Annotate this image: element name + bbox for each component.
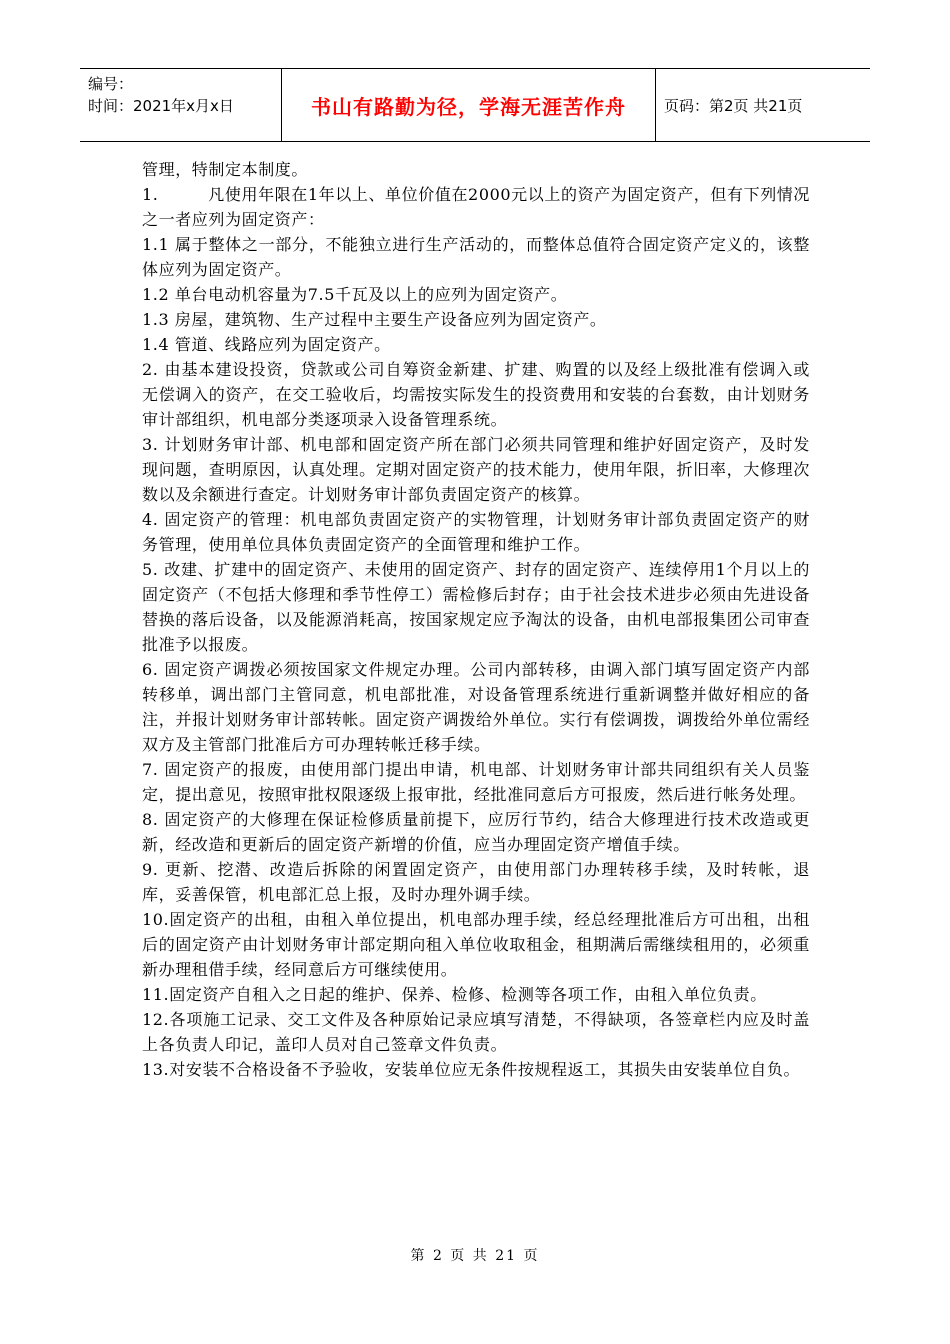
paragraph: 5. 改建、扩建中的固定资产、未使用的固定资产、封存的固定资产、连续停用1个月以上的固定资产（不包括大修理和季节性停工）需检修后封存；由于社会技术进步必须由先进设备替换的落后设备，以及能源消耗高，按国家规定应予淘汰的设备，由机电部报集团公司审查批准予以报废。 [142,560,810,654]
paragraph: 1.4 管道、线路应列为固定资产。 [142,335,391,354]
paragraph: 1.2 单台电动机容量为7.5千瓦及以上的应列为固定资产。 [142,285,568,304]
document-number-label: 编号： [88,75,134,93]
page-footer: 第 2 页 共 21 页 [410,1248,540,1264]
header-page-info: 页码：第2页 共21页 [664,96,803,115]
paragraph: 2. 由基本建设投资，贷款或公司自筹资金新建、扩建、购置的以及经上级批准有偿调入或无偿调入的资产，在交工验收后，均需按实际发生的投资费用和安装的台套数，由计划财务审计部组织，机电部分类逐项录入设备管理系统。 [142,360,810,429]
header-motto-cell [282,69,656,141]
paragraph: 3. 计划财务审计部、机电部和固定资产所在部门必须共同管理和维护好固定资产，及时发现问题，查明原因，认真处理。定期对固定资产的技术能力，使用年限，折旧率，大修理次数以及余额进行查定。计划财务审计部负责固定资产的核算。 [142,435,810,504]
document-body [142,157,810,1082]
paragraph: 10.固定资产的出租，由租入单位提出，机电部办理手续，经总经理批准后方可出租，出租后的固定资产由计划财务审计部定期向租入单位收取租金，租期满后需继续租用的，必须重新办理租借手续，经同意后方可继续使用。 [142,910,810,979]
page-header [80,68,870,142]
document-date: 时间：2021年x月x日 [88,97,234,115]
paragraph: 13.对安装不合格设备不予验收，安装单位应无条件按规程返工，其损失由安装单位自负。 [142,1060,801,1079]
paragraph: 12.各项施工记录、交工文件及各种原始记录应填写清楚，不得缺项，各签章栏内应及时盖上各负责人印记，盖印人员对自己签章文件负责。 [142,1010,810,1054]
paragraph: 9. 更新、挖潜、改造后拆除的闲置固定资产，由使用部门办理转移手续，及时转帐，退库，妥善保管，机电部汇总上报，及时办理外调手续。 [142,860,810,904]
paragraph: 4. 固定资产的管理：机电部负责固定资产的实物管理，计划财务审计部负责固定资产的财务管理，使用单位具体负责固定资产的全面管理和维护工作。 [142,510,810,554]
header-motto: 书山有路勤为径，学海无涯苦作舟 [311,94,626,119]
paragraph: 管理，特制定本制度。 [142,160,309,179]
header-meta [80,69,282,141]
paragraph: 11.固定资产自租入之日起的维护、保养、检修、检测等各项工作，由租入单位负责。 [142,985,767,1004]
paragraph: 7. 固定资产的报废，由使用部门提出申请，机电部、计划财务审计部共同组织有关人员鉴定，提出意见，按照审批权限逐级上报审批，经批准同意后方可报废，然后进行帐务处理。 [142,760,810,804]
paragraph: 1.3 房屋，建筑物、生产过程中主要生产设备应列为固定资产。 [142,310,607,329]
paragraph: 1. 凡使用年限在1年以上、单位价值在2000元以上的资产为固定资产，但有下列情况之一者应列为固定资产： [142,185,810,229]
paragraph: 8. 固定资产的大修理在保证检修质量前提下，应厉行节约，结合大修理进行技术改造或更新，经改造和更新后的固定资产新增的价值，应当办理固定资产增值手续。 [142,810,810,854]
header-page-info-cell [656,69,870,141]
paragraph: 1.1 属于整体之一部分，不能独立进行生产活动的，而整体总值符合固定资产定义的，该整体应列为固定资产。 [142,235,810,279]
paragraph: 6. 固定资产调拨必须按国家文件规定办理。公司内部转移，由调入部门填写固定资产内部转移单，调出部门主管同意，机电部批准，对设备管理系统进行重新调整并做好相应的备注，并报计划财务审计部转帐。固定资产调拨给外单位。实行有偿调拨，调拨给外单位需经双方及主管部门批准后方可办理转帐迁移手续。 [142,660,810,754]
